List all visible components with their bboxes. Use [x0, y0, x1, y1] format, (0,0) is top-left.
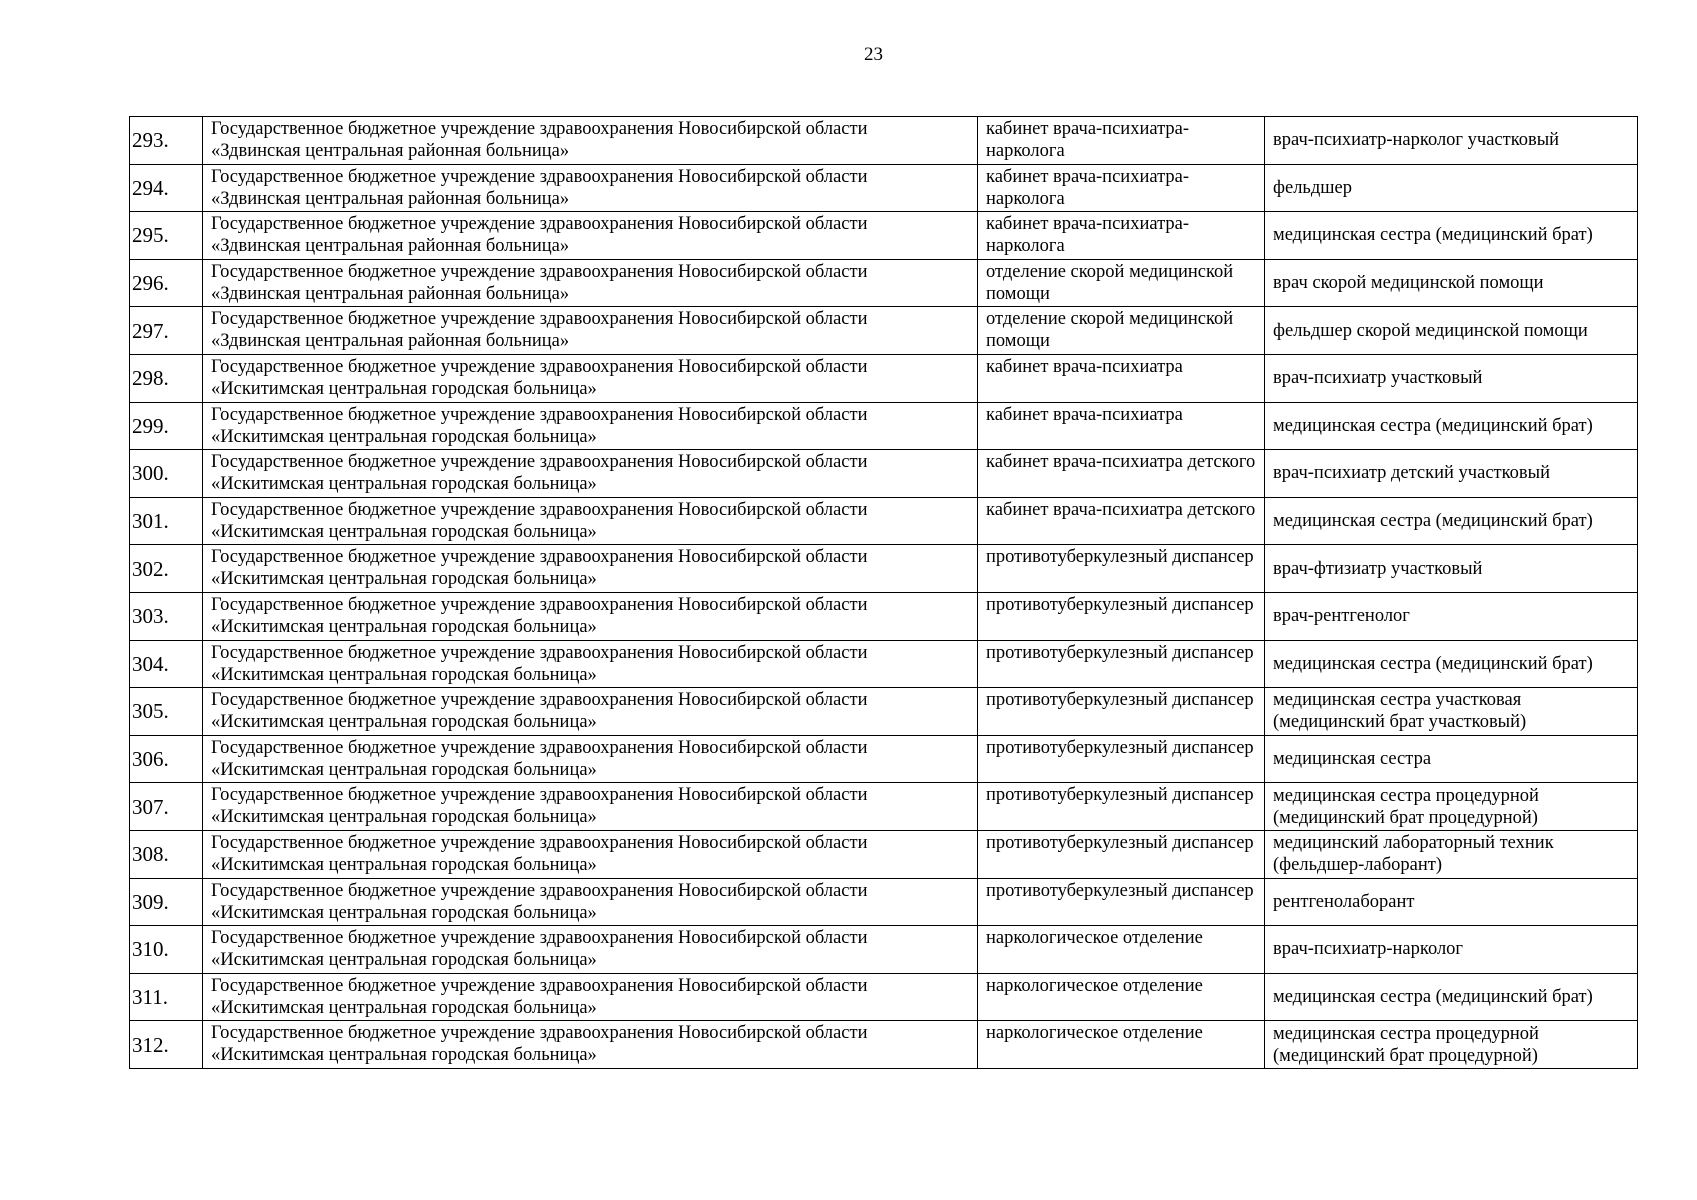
registry-table-body: [130, 117, 1638, 1069]
organization-type: Государственное бюджетное учреждение здравоохранения Новосибирской области: [211, 928, 868, 949]
table-row: [130, 640, 1638, 688]
department-cell: кабинет врача-психиатра: [978, 402, 1265, 450]
row-number: 300.: [130, 450, 203, 498]
position-cell: фельдшер скорой медицинской помощи: [1265, 307, 1638, 355]
organization-name: «Здвинская центральная районная больница»: [211, 141, 570, 161]
table-row: [130, 1021, 1638, 1069]
position-cell: медицинский лабораторный техник (фельдшер-лаборант): [1265, 830, 1638, 878]
table-row: [130, 592, 1638, 640]
department-cell: противотуберкулезный диспансер: [978, 783, 1265, 831]
organization-cell: [203, 1021, 978, 1069]
organization-type: Государственное бюджетное учреждение здравоохранения Новосибирской области: [211, 309, 868, 330]
department-cell: противотуберкулезный диспансер: [978, 640, 1265, 688]
position-cell: врач-психиатр-нарколог: [1265, 926, 1638, 974]
organization-type: Государственное бюджетное учреждение здравоохранения Новосибирской области: [211, 1023, 868, 1044]
organization-type: Государственное бюджетное учреждение здравоохранения Новосибирской области: [211, 499, 868, 520]
organization-name: «Искитимская центральная городская больница»: [211, 378, 597, 399]
position-cell: врач-психиатр участковый: [1265, 354, 1638, 402]
department-cell: противотуберкулезный диспансер: [978, 878, 1265, 926]
position-cell: медицинская сестра: [1265, 735, 1638, 783]
table-row: [130, 878, 1638, 926]
position-cell: врач-психиатр-нарколог участковый: [1265, 117, 1638, 165]
position-cell: врач-фтизиатр участковый: [1265, 545, 1638, 593]
organization-cell: [203, 402, 978, 450]
table-row: [130, 735, 1638, 783]
department-cell: кабинет врача-психиатра: [978, 354, 1265, 402]
organization-name: «Искитимская центральная городская больница»: [211, 474, 597, 495]
department-cell: наркологическое отделение: [978, 926, 1265, 974]
department-cell: кабинет врача-психиатра детского: [978, 450, 1265, 498]
department-cell: отделение скорой медицинской помощи: [978, 259, 1265, 307]
department-cell: кабинет врача-психиатра-нарколога: [978, 164, 1265, 212]
position-cell: врач-рентгенолог: [1265, 592, 1638, 640]
organization-name: «Искитимская центральная городская больница»: [211, 997, 597, 1018]
row-number: 295.: [130, 212, 203, 260]
organization-cell: [203, 640, 978, 688]
position-cell: медицинская сестра (медицинский брат): [1265, 640, 1638, 688]
table-row: [130, 259, 1638, 307]
position-cell: врач скорой медицинской помощи: [1265, 259, 1638, 307]
department-cell: противотуберкулезный диспансер: [978, 592, 1265, 640]
organization-type: Государственное бюджетное учреждение здравоохранения Новосибирской области: [211, 880, 868, 901]
organization-type: Государственное бюджетное учреждение здравоохранения Новосибирской области: [211, 547, 868, 568]
organization-cell: [203, 592, 978, 640]
table-row: [130, 973, 1638, 1021]
table-row: [130, 164, 1638, 212]
organization-cell: [203, 497, 978, 545]
registry-table: [129, 116, 1638, 1069]
organization-type: Государственное бюджетное учреждение здравоохранения Новосибирской области: [211, 975, 868, 996]
organization-name: «Искитимская центральная городская больница»: [211, 1045, 597, 1066]
table-row: [130, 688, 1638, 736]
department-cell: наркологическое отделение: [978, 1021, 1265, 1069]
position-cell: медицинская сестра (медицинский брат): [1265, 402, 1638, 450]
organization-name: «Искитимская центральная городская больница»: [211, 712, 597, 733]
organization-cell: [203, 688, 978, 736]
organization-name: «Искитимская центральная городская больница»: [211, 569, 597, 590]
table-row: [130, 830, 1638, 878]
organization-name: «Здвинская центральная районная больница»: [211, 283, 570, 304]
organization-type: Государственное бюджетное учреждение здравоохранения Новосибирской области: [211, 642, 868, 663]
position-cell: медицинская сестра процедурной (медицинский брат процедурной): [1265, 1021, 1638, 1069]
table-row: [130, 450, 1638, 498]
position-cell: медицинская сестра (медицинский брат): [1265, 973, 1638, 1021]
position-cell: медицинская сестра (медицинский брат): [1265, 497, 1638, 545]
organization-cell: [203, 926, 978, 974]
position-cell: фельдшер: [1265, 164, 1638, 212]
organization-cell: [203, 259, 978, 307]
organization-name: «Искитимская центральная городская больница»: [211, 759, 597, 780]
organization-cell: [203, 164, 978, 212]
table-row: [130, 783, 1638, 831]
organization-cell: [203, 783, 978, 831]
organization-name: «Здвинская центральная районная больница»: [211, 188, 570, 209]
organization-type: Государственное бюджетное учреждение здравоохранения Новосибирской области: [211, 404, 868, 425]
table-row: [130, 926, 1638, 974]
table-row: [130, 545, 1638, 593]
organization-name: «Здвинская центральная районная больница»: [211, 331, 570, 352]
department-cell: противотуберкулезный диспансер: [978, 735, 1265, 783]
department-cell: противотуберкулезный диспансер: [978, 545, 1265, 593]
department-cell: кабинет врача-психиатра-нарколога: [978, 212, 1265, 260]
organization-cell: [203, 878, 978, 926]
row-number: 296.: [130, 259, 203, 307]
page-number: 23: [864, 44, 883, 65]
organization-name: «Искитимская центральная городская больница»: [211, 902, 597, 923]
department-cell: отделение скорой медицинской помощи: [978, 307, 1265, 355]
position-cell: медицинская сестра (медицинский брат): [1265, 212, 1638, 260]
table-row: [130, 212, 1638, 260]
row-number: 304.: [130, 640, 203, 688]
organization-type: Государственное бюджетное учреждение здравоохранения Новосибирской области: [211, 356, 868, 377]
organization-name: «Искитимская центральная городская больница»: [211, 950, 597, 971]
row-number: 311.: [130, 973, 203, 1021]
organization-cell: [203, 354, 978, 402]
position-cell: рентгенолаборант: [1265, 878, 1638, 926]
organization-cell: [203, 545, 978, 593]
row-number: 297.: [130, 307, 203, 355]
row-number: 301.: [130, 497, 203, 545]
table-row: [130, 117, 1638, 165]
organization-name: «Искитимская центральная городская больница»: [211, 807, 597, 828]
row-number: 293.: [130, 117, 203, 165]
organization-cell: [203, 450, 978, 498]
organization-type: Государственное бюджетное учреждение здравоохранения Новосибирской области: [211, 832, 868, 853]
organization-cell: [203, 212, 978, 260]
department-cell: кабинет врача-психиатра детского: [978, 497, 1265, 545]
row-number: 306.: [130, 735, 203, 783]
organization-type: Государственное бюджетное учреждение здравоохранения Новосибирской области: [211, 261, 868, 282]
row-number: 302.: [130, 545, 203, 593]
organization-type: Государственное бюджетное учреждение здравоохранения Новосибирской области: [211, 690, 868, 711]
department-cell: противотуберкулезный диспансер: [978, 688, 1265, 736]
organization-name: «Искитимская центральная городская больница»: [211, 426, 597, 447]
row-number: 303.: [130, 592, 203, 640]
row-number: 294.: [130, 164, 203, 212]
organization-cell: [203, 830, 978, 878]
table-row: [130, 497, 1638, 545]
table-row: [130, 307, 1638, 355]
organization-cell: [203, 735, 978, 783]
row-number: 308.: [130, 830, 203, 878]
organization-name: «Искитимская центральная городская больница»: [211, 521, 597, 542]
organization-type: Государственное бюджетное учреждение здравоохранения Новосибирской области: [211, 214, 868, 235]
position-cell: медицинская сестра процедурной (медицинский брат процедурной): [1265, 783, 1638, 831]
row-number: 312.: [130, 1021, 203, 1069]
organization-cell: [203, 307, 978, 355]
organization-name: «Искитимская центральная городская больница»: [211, 616, 597, 637]
organization-type: Государственное бюджетное учреждение здравоохранения Новосибирской области: [211, 737, 868, 758]
row-number: 309.: [130, 878, 203, 926]
department-cell: наркологическое отделение: [978, 973, 1265, 1021]
row-number: 299.: [130, 402, 203, 450]
position-cell: медицинская сестра участковая (медицинский брат участковый): [1265, 688, 1638, 736]
organization-name: «Здвинская центральная районная больница»: [211, 236, 570, 257]
position-cell: врач-психиатр детский участковый: [1265, 450, 1638, 498]
department-cell: кабинет врача-психиатра-нарколога: [978, 117, 1265, 165]
organization-type: Государственное бюджетное учреждение здравоохранения Новосибирской области: [211, 119, 868, 139]
organization-cell: [203, 973, 978, 1021]
organization-cell: [203, 117, 978, 165]
department-cell: противотуберкулезный диспансер: [978, 830, 1265, 878]
row-number: 298.: [130, 354, 203, 402]
organization-name: «Искитимская центральная городская больница»: [211, 664, 597, 685]
organization-type: Государственное бюджетное учреждение здравоохранения Новосибирской области: [211, 452, 868, 473]
organization-type: Государственное бюджетное учреждение здравоохранения Новосибирской области: [211, 166, 868, 187]
organization-type: Государственное бюджетное учреждение здравоохранения Новосибирской области: [211, 594, 868, 615]
row-number: 310.: [130, 926, 203, 974]
row-number: 307.: [130, 783, 203, 831]
table-row: [130, 354, 1638, 402]
row-number: 305.: [130, 688, 203, 736]
organization-type: Государственное бюджетное учреждение здравоохранения Новосибирской области: [211, 785, 868, 806]
organization-name: «Искитимская центральная городская больница»: [211, 854, 597, 875]
table-row: [130, 402, 1638, 450]
